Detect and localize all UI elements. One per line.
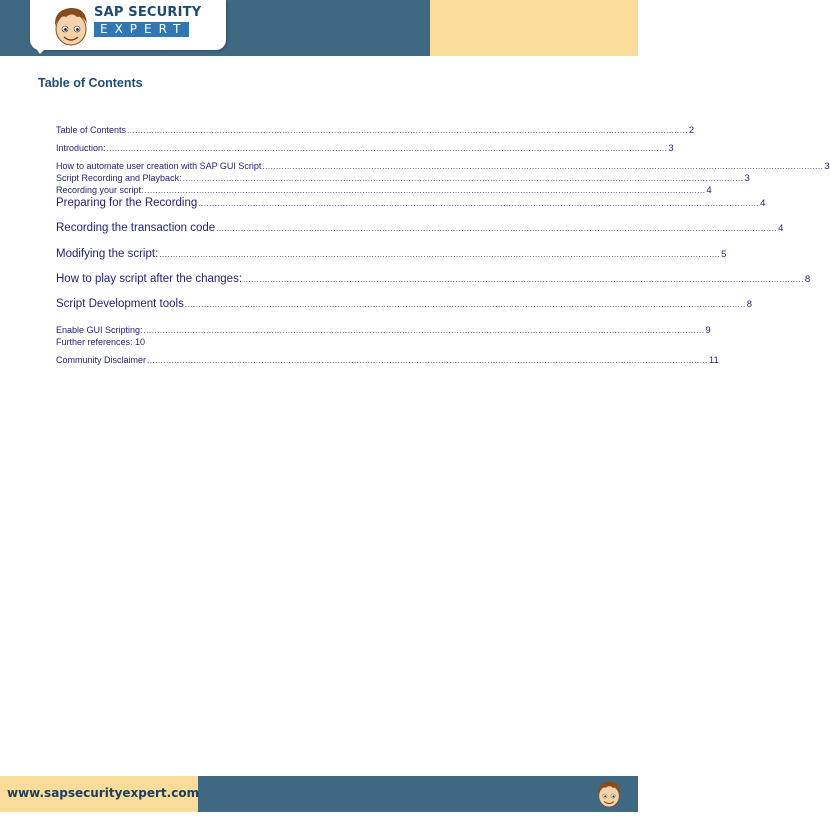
logo-subtitle: EXPERT (94, 22, 189, 37)
toc-entry-modifying-script[interactable] (56, 248, 727, 260)
mascot-face-icon (594, 779, 624, 809)
toc-leader-dots: .............................................................................................................................................................................................................. (198, 199, 760, 208)
toc-leader-dots: .............................................................................................................................................................................................................. (106, 144, 668, 153)
toc-entry-page: 3 (824, 161, 830, 172)
toc-entry-community-disclaimer[interactable] (56, 355, 719, 366)
toc-leader-dots: .............................................................................................................................................................................................................. (147, 356, 708, 365)
page-title: Table of Contents (38, 76, 143, 90)
toc-leader-dots: .............................................................................................................................................................................................................. (182, 174, 744, 183)
toc-entry-page: 8 (746, 299, 753, 310)
toc-entry-label: How to automate user creation with SAP GUI Script (56, 161, 262, 171)
toc-entry-label: Table of Contents (56, 125, 127, 135)
toc-entry-label: How to play script after the changes: (56, 273, 243, 285)
toc-entry-page: 4 (706, 185, 712, 196)
toc-entry-page: 2 (688, 125, 695, 136)
toc-entry-label: Script Development tools (56, 298, 184, 310)
toc-entry-preparing-recording[interactable] (56, 197, 766, 209)
toc-leader-dots: .............................................................................................................................................................................................................. (262, 162, 824, 171)
toc-leader-dots: .............................................................................................................................................................................................................. (159, 250, 721, 259)
toc-entry-label: Modifying the script: (56, 248, 159, 260)
toc-entry-page: 5 (721, 249, 727, 260)
toc-entry-play-script-after-changes[interactable] (56, 273, 811, 285)
toc-entry-label: Recording your script: (56, 185, 144, 195)
toc-entry-further-references[interactable] (56, 337, 601, 347)
toc-leader-dots: .............................................................................................................................................................................................................. (243, 275, 804, 284)
toc-entry-label: Recording the transaction code (56, 222, 216, 234)
logo-speech-tail (34, 46, 48, 54)
header-cream-band (430, 0, 638, 56)
toc-leader-dots: .............................................................................................................................................................................................................. (144, 186, 706, 195)
toc-entry-page: 9 (705, 325, 711, 336)
toc-entry-label: Enable GUI Scripting: (56, 325, 143, 335)
toc-leader-dots: .............................................................................................................................................................................................................. (143, 326, 705, 335)
mascot-face-icon (50, 4, 92, 48)
toc-leader-dots: .............................................................................................................................................................................................................. (184, 300, 746, 309)
toc-entry-script-development-tools[interactable] (56, 298, 753, 310)
toc-entry-label: Preparing for the Recording (56, 197, 198, 209)
toc-leader-dots: .............................................................................................................................................................................................................. (127, 126, 688, 135)
toc-entry-enable-gui-scripting[interactable] (56, 325, 711, 336)
toc-entry-script-recording-playback[interactable] (56, 173, 750, 184)
toc-entry-page: 8 (804, 274, 811, 285)
logo-title: SAP SECURITY (94, 5, 202, 20)
toc-entry-page: 4 (760, 198, 766, 209)
toc-entry-page: 3 (668, 143, 674, 154)
toc-entry-introduction[interactable] (56, 143, 674, 154)
toc-entry-page: 11 (708, 355, 719, 366)
toc-entry-label: Script Recording and Playback: (56, 173, 182, 183)
toc-entry-page: 3 (744, 173, 750, 184)
toc-entry-page: 4 (778, 223, 784, 234)
toc-entry-label: Community Disclaimer (56, 355, 147, 365)
footer-blue-band (198, 776, 638, 812)
footer-website-url: www.sapsecurityexpert.com (7, 786, 200, 800)
toc-leader-dots: .............................................................................................................................................................................................................. (216, 224, 778, 233)
page-footer (0, 776, 638, 812)
toc-entry-label: Introduction: (56, 143, 106, 153)
toc-entry-label: Further references: 10 (56, 337, 146, 347)
toc-entry-automate-user-creation[interactable] (56, 161, 830, 172)
toc-entry-table-of-contents[interactable] (56, 125, 695, 136)
toc-entry-recording-your-script[interactable] (56, 185, 712, 196)
toc-entry-recording-transaction-code[interactable] (56, 222, 784, 234)
